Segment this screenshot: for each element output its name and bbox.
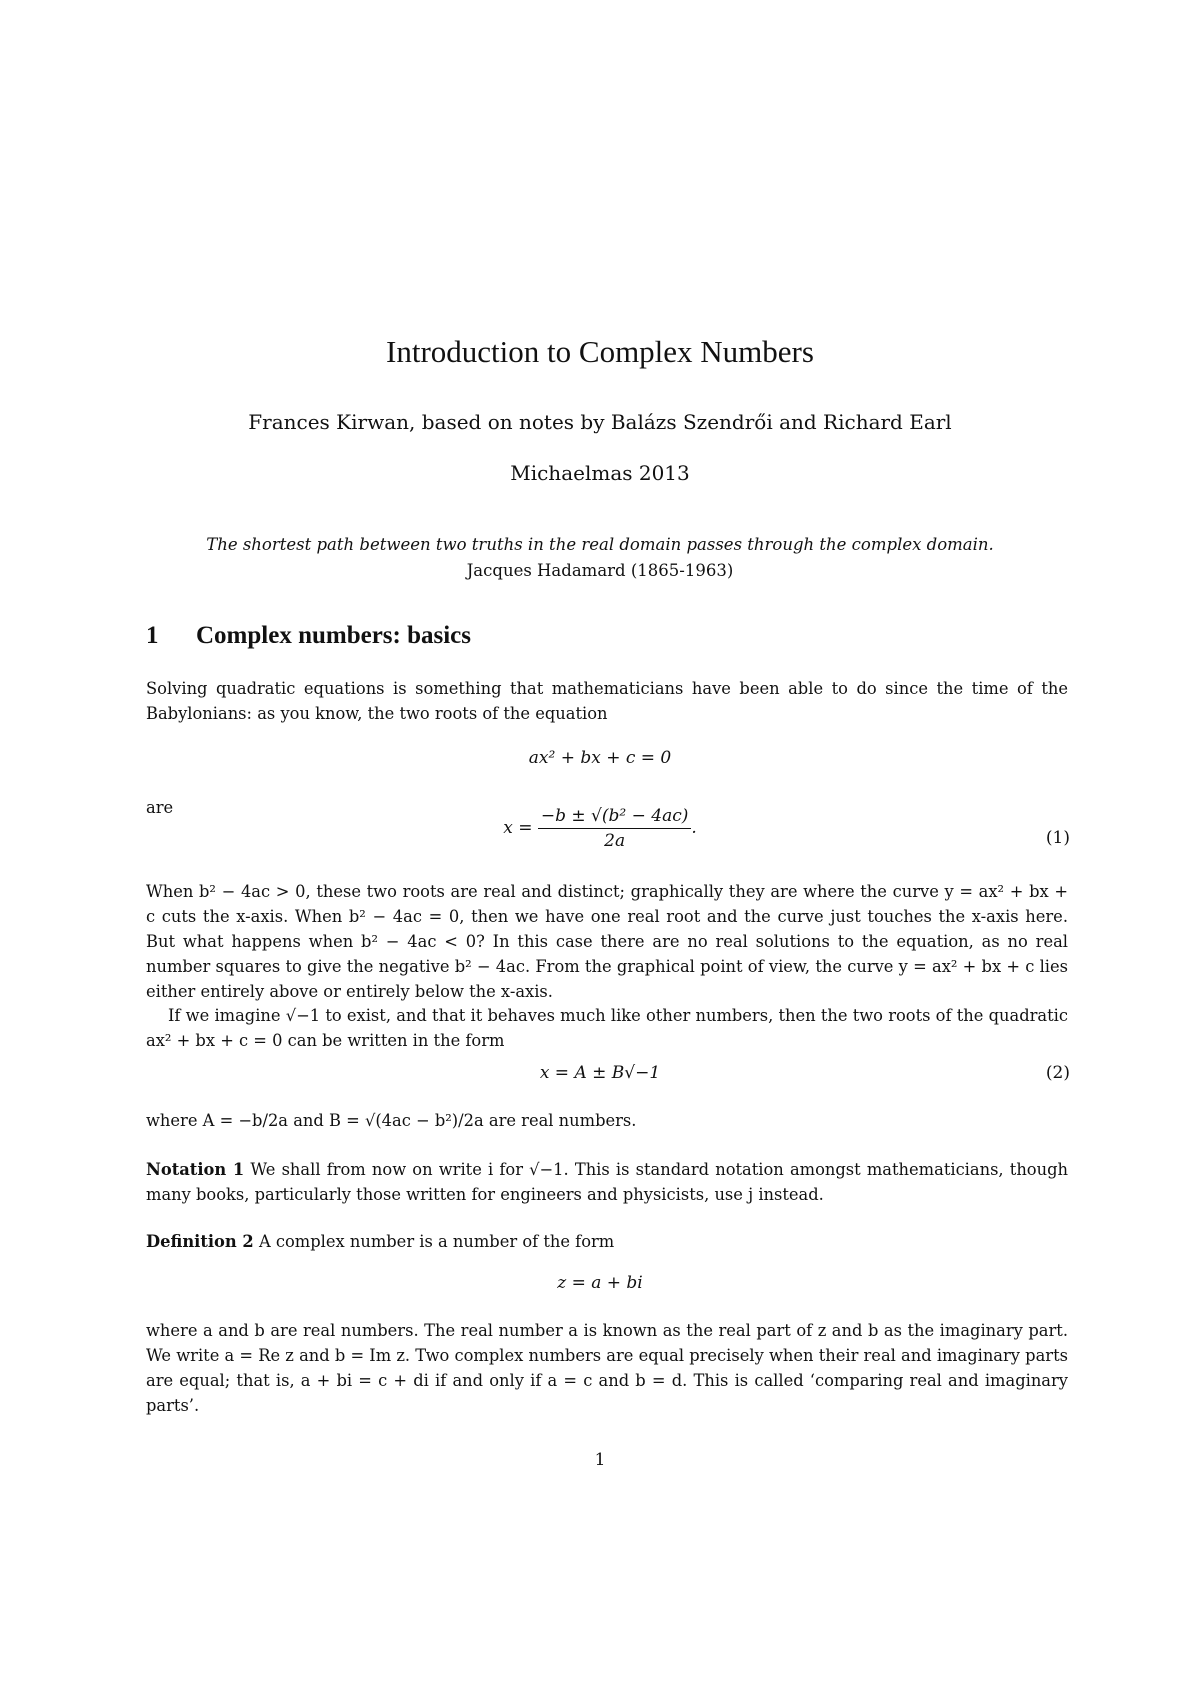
epigraph-attribution: Jacques Hadamard (1865-1963) — [466, 561, 734, 580]
quadratic-equation: ax² + bx + c = 0 — [528, 748, 672, 768]
paragraph-are: are — [146, 798, 174, 817]
notation-block — [146, 1157, 1068, 1207]
paragraph-imagine: If we imagine √−1 to exist, and that it behaves much like other numbers, then the two roots of the quadratic ax² + bx + c = 0 can be written in the form — [146, 1006, 1068, 1050]
complex-form-equation: z = a + bi — [557, 1273, 643, 1293]
section-title: Complex numbers: basics — [196, 622, 472, 649]
equation-1-denominator: 2a — [604, 831, 626, 851]
notation-label: Notation 1 — [146, 1160, 245, 1179]
definition-block — [146, 1229, 1068, 1254]
equation-1-numerator: −b ± √(b² − 4ac) — [538, 806, 692, 829]
paragraph-discriminant: When b² − 4ac > 0, these two roots are real and distinct; graphically they are where the curve y = ax² + bx + c cuts the x-axis. When b² − 4ac = 0, then we have one real root and the curve just touches the x-axis here. But what happens when b² − 4ac < 0? In this case there are no real solutions to the equation, as no real number squares to give the negative b² − 4ac. From the graphical point of view, the curve y = ax² + bx + c lies either entirely above or entirely below the x-axis. — [146, 882, 1068, 1001]
definition-label: Definition 2 — [146, 1232, 254, 1251]
paragraph-real-imaginary: where a and b are real numbers. The real number a is known as the real part of z and b as the imaginary part. We write a = Re z and b = Im z. Two complex numbers are equal precisely when their real and imaginary parts are equal; that is, a + bi = c + di if and only if a = c and b = d. This is called ‘comparing real and imaginary parts’. — [146, 1321, 1068, 1415]
equation-2: x = A ± B√−1 — [539, 1063, 661, 1083]
term-date: Michaelmas 2013 — [510, 461, 690, 485]
equation-1: x = $\frac{\text{−b ± √(b² − 4ac)}}{2a}$ . — [503, 806, 697, 851]
paragraph-intro: Solving quadratic equations is something that mathematicians have been able to do since the time of the Babylonians: as you know, the two roots of the equation — [146, 679, 1068, 723]
page-number: 1 — [594, 1450, 606, 1470]
section-heading — [146, 622, 471, 650]
author-line: Frances Kirwan, based on notes by Balázs Szendrői and Richard Earl — [248, 410, 952, 434]
equation-1-lhs: x = — [503, 818, 533, 838]
notation-text: We shall from now on write i for √−1. This is standard notation amongst mathematicians, though many books, particularly those written for engineers and physicists, use j instead. — [146, 1160, 1068, 1204]
paper-title: Introduction to Complex Numbers — [386, 334, 814, 369]
epigraph-quote: The shortest path between two truths in the real domain passes through the complex domain. — [206, 535, 994, 554]
equation-1-number: (1) — [1045, 828, 1070, 848]
paragraph-where: where A = −b/2a and B = √(4ac − b²)/2a are real numbers. — [146, 1111, 637, 1130]
section-number: 1 — [146, 622, 159, 649]
equation-2-number: (2) — [1045, 1063, 1070, 1083]
equation-1-fraction — [538, 806, 692, 851]
definition-text: A complex number is a number of the form — [258, 1232, 615, 1251]
